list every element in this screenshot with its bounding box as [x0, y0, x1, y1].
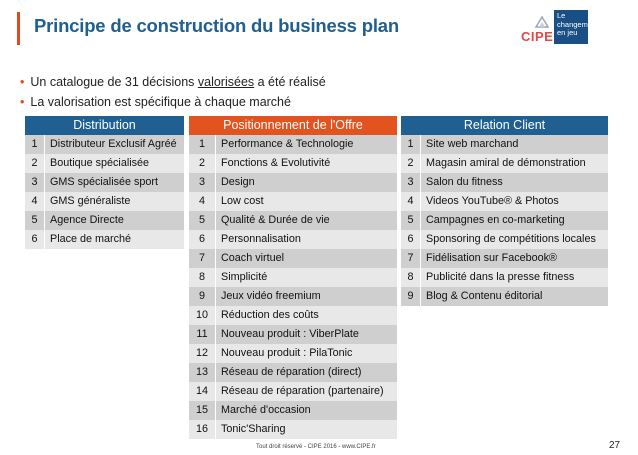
row-number: 3	[401, 173, 421, 192]
table-row	[25, 154, 184, 173]
row-number: 12	[189, 344, 216, 363]
table-row	[189, 249, 397, 268]
row-number: 6	[25, 230, 45, 249]
logo-tagline: Le changement en jeu	[554, 10, 588, 44]
row-number: 5	[401, 211, 421, 230]
row-label: Personnalisation	[221, 233, 301, 245]
row-number: 9	[189, 287, 216, 306]
row-number: 5	[25, 211, 45, 230]
cipe-logo	[521, 10, 621, 44]
row-number: 3	[189, 173, 216, 192]
row-label: Jeux vidéo freemium	[221, 290, 321, 302]
table-row	[401, 230, 608, 249]
row-label: Simplicité	[221, 271, 268, 283]
row-label: Réduction des coûts	[221, 309, 319, 321]
table-row	[189, 363, 397, 382]
table-header-offre: Positionnement de l'Offre	[189, 116, 397, 135]
table-row	[401, 173, 608, 192]
row-number: 6	[401, 230, 421, 249]
row-label: Blog & Contenu éditorial	[426, 290, 543, 302]
table-row	[189, 325, 397, 344]
page-title: Principe de construction du business plan	[34, 15, 399, 36]
table-row	[401, 135, 608, 154]
row-label: GMS généraliste	[50, 195, 131, 207]
row-number: 10	[189, 306, 216, 325]
row-label: Qualité & Durée de vie	[221, 214, 330, 226]
row-label: Nouveau produit : ViberPlate	[221, 328, 359, 340]
row-label: Boutique spécialisée	[50, 157, 150, 169]
row-number: 13	[189, 363, 216, 382]
footer-copyright: Tout droit réservé - CIPE 2016 - www.CIPE.fr	[256, 444, 376, 450]
page-number: 27	[609, 440, 621, 451]
table-row	[401, 287, 608, 306]
table-row	[189, 401, 397, 420]
table-body	[189, 135, 397, 439]
row-number: 5	[189, 211, 216, 230]
row-number: 8	[189, 268, 216, 287]
table-row	[189, 306, 397, 325]
table-row	[189, 344, 397, 363]
table-row	[25, 192, 184, 211]
table-row	[401, 268, 608, 287]
row-number: 7	[189, 249, 216, 268]
bullet-item: • Un catalogue de 31 décisions valorisées a été réalisé	[20, 75, 326, 89]
row-label: Agence Directe	[50, 214, 124, 226]
table-body	[401, 135, 608, 306]
table-row	[25, 173, 184, 192]
row-number: 16	[189, 420, 216, 439]
row-label: Performance & Technologie	[221, 138, 354, 150]
bullet-item: • La valorisation est spécifique à chaque marché	[20, 95, 291, 109]
row-label: Tonic'Sharing	[221, 423, 286, 435]
bullet-dot-icon: •	[20, 95, 25, 109]
table-row	[401, 192, 608, 211]
table-header-distribution: Distribution	[25, 116, 184, 135]
row-label: Design	[221, 176, 255, 188]
row-number: 4	[189, 192, 216, 211]
row-number: 2	[189, 154, 216, 173]
table-row	[401, 211, 608, 230]
row-number: 1	[189, 135, 216, 154]
row-number: 4	[401, 192, 421, 211]
row-number: 4	[25, 192, 45, 211]
bullet-list	[20, 72, 326, 112]
table-row	[189, 287, 397, 306]
row-number: 1	[401, 135, 421, 154]
row-number: 9	[401, 287, 421, 306]
table-row	[189, 135, 397, 154]
table-row	[401, 249, 608, 268]
row-number: 3	[25, 173, 45, 192]
row-label: Distributeur Exclusif Agréé	[50, 138, 177, 150]
table-row	[189, 192, 397, 211]
bullet-dot-icon: •	[20, 75, 25, 89]
row-label: Place de marché	[50, 233, 132, 245]
table-body	[25, 135, 184, 249]
row-label: Site web marchand	[426, 138, 519, 150]
table-distribution	[25, 116, 184, 249]
table-row	[189, 382, 397, 401]
table-row	[25, 211, 184, 230]
row-number: 2	[25, 154, 45, 173]
row-label: Publicité dans la presse fitness	[426, 271, 575, 283]
table-row	[401, 154, 608, 173]
table-relation-client	[401, 116, 608, 306]
row-label: GMS spécialisée sport	[50, 176, 159, 188]
row-number: 11	[189, 325, 216, 344]
row-label: Fonctions & Evolutivité	[221, 157, 331, 169]
row-number: 8	[401, 268, 421, 287]
table-row	[189, 154, 397, 173]
table-row	[25, 230, 184, 249]
row-label: Low cost	[221, 195, 264, 207]
row-label: Sponsoring de compétitions locales	[426, 233, 596, 245]
table-row	[189, 211, 397, 230]
row-label: Magasin amiral de démonstration	[426, 157, 586, 169]
row-label: Fidélisation sur Facebook®	[426, 252, 557, 264]
row-number: 7	[401, 249, 421, 268]
row-number: 15	[189, 401, 216, 420]
logo-mark-icon	[534, 15, 550, 29]
row-number: 6	[189, 230, 216, 249]
table-row	[189, 173, 397, 192]
row-label: Réseau de réparation (direct)	[221, 366, 362, 378]
row-label: Réseau de réparation (partenaire)	[221, 385, 384, 397]
row-label: Videos YouTube® & Photos	[426, 195, 559, 207]
table-header-relation: Relation Client	[401, 116, 608, 135]
table-row	[25, 135, 184, 154]
row-label: Salon du fitness	[426, 176, 503, 188]
row-label: Campagnes en co-marketing	[426, 214, 565, 226]
table-row	[189, 230, 397, 249]
table-offre	[189, 116, 397, 439]
row-label: Marché d'occasion	[221, 404, 311, 416]
row-number: 2	[401, 154, 421, 173]
row-label: Coach virtuel	[221, 252, 285, 264]
row-number: 14	[189, 382, 216, 401]
title-accent-bar	[17, 12, 20, 45]
table-row	[189, 420, 397, 439]
logo-brand: CIPE	[521, 29, 554, 44]
row-label: Nouveau produit : PilaTonic	[221, 347, 353, 359]
row-number: 1	[25, 135, 45, 154]
table-row	[189, 268, 397, 287]
